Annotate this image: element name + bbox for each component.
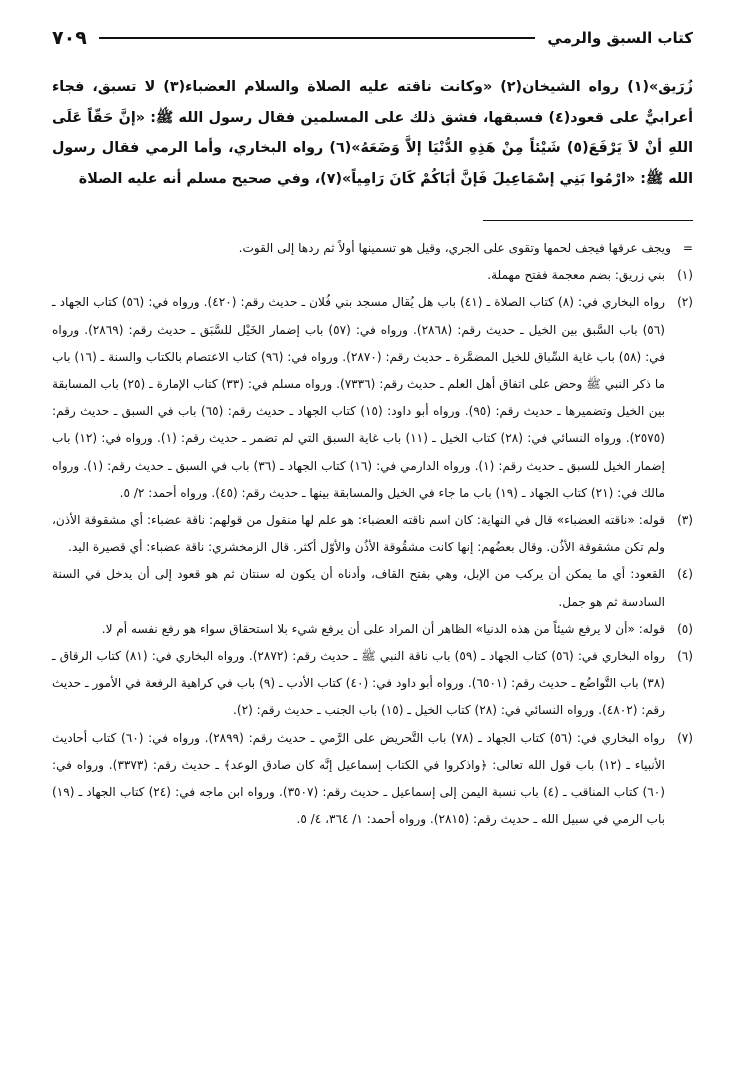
footnote-text: بني زريق: بضم معجمة ففتح مهملة. xyxy=(487,268,665,283)
footnote-number: (٣) xyxy=(677,513,693,528)
footnote-6 xyxy=(52,643,693,725)
footnote-text: قوله: «أن لا يرفع شيئاً من هذه الدنيا» الظاهر أن المراد على أن يرفع شيء بلا استحقاق سواء هو رفع نفسه أم لا. xyxy=(101,621,665,636)
footnote-text: ويجف عرقها فيجف لحمها وتقوى على الجري، وقيل هو تسمينها أولاً ثم ردها إلى القوت. xyxy=(238,241,671,255)
main-paragraph: زُرَيق»(١) رواه الشيخان(٢) «وكانت ناقته عليه الصلاة والسلام العضباء(٣) لا تسبق، فجاء أعرابيٌّ على قعود(٤) فسبقها، فشق ذلك على المسلمين فقال رسول الله ﷺ: «إنَّ حَقّاً عَلَى اللهِ أنْ لاَ يَرْفَعَ(٥) شَيْئاً مِنْ هَذِهِ الدُّنْيَا إلاَّ وَضَعَهُ»(٦) رواه البخاري، وأما الرمي فقال رسول الله ﷺ: «ارْمُوا بَنِي إسْمَاعِيلَ فَإنَّ أبَاكُمْ كَانَ رَامِياً»(٧)، وفي صحيح مسلم أنه عليه الصلاة xyxy=(52,79,694,187)
page-number: ٧٠٩ xyxy=(52,27,87,49)
footnote-number: (٥) xyxy=(677,621,693,636)
footnote-number: (٢) xyxy=(677,295,693,310)
footnote-continuation xyxy=(52,235,693,262)
footnote-number: (٧) xyxy=(677,730,693,745)
footnote-3 xyxy=(52,507,693,561)
footnote-1 xyxy=(52,262,693,289)
footnote-marker: = xyxy=(682,241,693,255)
footnote-number: (٦) xyxy=(677,649,693,664)
footnote-4 xyxy=(52,561,693,615)
footnote-text: رواه البخاري في: (٥٦) كتاب الجهاد ـ (٧٨) باب التَّحريض على الرَّمي ـ حديث رقم: (٢٨٩٩). ورواه في: (٦٠) كتاب أحاديث الأنبياء ـ (١٢) باب قول الله تعالى: ﴿واذكروا في الكتاب إسماعيل إنَّه كان صادق الوعد﴾ ـ حديث رقم: (٣٣٧٣). ورواه في: (٦٠) كتاب المناقب ـ (٤) باب نسبة اليمن إلى إسماعيل ـ حديث رقم: (٣٥٠٧). ورواه ابن ماجه في: (٢٤) كتاب الجهاد ـ (١٩) باب الرمي في سبيل الله ـ حديث رقم: (٢٨١٥). ورواه أحمد: ١/ ٣٦٤، ٤/ ٥. xyxy=(52,730,665,827)
footnotes xyxy=(52,235,693,833)
footnote-number: (٤) xyxy=(677,567,693,582)
footnote-5 xyxy=(52,616,693,643)
footnote-separator xyxy=(483,220,693,221)
footnote-text: القعود: أي ما يمكن أن يركب من الإبل، وهي بفتح القاف، وأدناه أن يكون له سنتان ثم هو قعود إلى أن يدخل في السنة السادسة ثم هو جمل. xyxy=(52,567,665,609)
footnote-text: قوله: «ناقته العضباء» قال في النهاية: كان اسم ناقته العضباء: هو علم لها منقول من قولهم: ناقة عضباء: أي مشقوقة الأذن، ولم تكن مشقوقة الأذُن. وقال بعضُهم: إنها كانت مشقُوقة الأذُن والأوّل أكثر. قال الزمخشري: ناقة عضباء: أي قصيرة اليد. xyxy=(52,513,665,555)
footnote-2 xyxy=(52,289,693,507)
main-text xyxy=(52,72,693,194)
header-rule xyxy=(99,37,536,39)
footnote-7 xyxy=(52,725,693,834)
footnote-number: (١) xyxy=(677,268,693,283)
footnote-text: رواه البخاري في: (٨) كتاب الصلاة ـ (٤١) باب هل يُقال مسجد بني فُلان ـ حديث رقم: (٤٢٠). ورواه في: (٥٦) كتاب الجهاد ـ (٥٦) باب السَّبق بين الخيل ـ حديث رقم: (٢٨٦٨). ورواه في: (٥٧) باب إضمار الخَيْل للسَّبَق ـ حديث رقم: (٢٨٦٩). ورواه في: (٥٨) باب غاية السِّباق للخيل المضمَّرة ـ حديث رقم: (٢٨٧٠). ورواه في: (٩٦) كتاب الاعتصام بالكتاب والسنة ـ (١٦) باب ما ذكر النبي ﷺ وحض على اتفاق أهل العلم ـ حديث رقم: (٧٣٣٦). ورواه مسلم في: (٣٣) كتاب الإمارة ـ (٢٥) باب المسابقة بين الخيل وتضميرها ـ حديث رقم: (٩٥). ورواه أبو داود: (١٥) كتاب الجهاد ـ حديث رقم: (٦٥) باب في السبق ـ حديث رقم: (٢٥٧٥). ورواه النسائي في: (٢٨) كتاب الخيل ـ (١١) باب غاية السبق التي لم تضمر ـ حديث رقم: (١). ورواه في: (١٢) باب إضمار الخيل للسبق ـ حديث رقم: (١). ورواه الدارمي في: (١٦) كتاب الجهاد ـ (٣٦) باب في السبق ـ حديث رقم: (١). ورواه مالك في: (٢١) كتاب الجهاد ـ (١٩) باب ما جاء في الخيل والمسابقة بينها ـ حديث رقم: (٤٥). ورواه أحمد: ٢/ ٥. xyxy=(52,295,666,500)
running-title: كتاب السبق والرمي xyxy=(547,29,693,47)
footnote-text: رواه البخاري في: (٥٦) كتاب الجهاد ـ (٥٩) باب ناقة النبي ﷺ ـ حديث رقم: (٢٨٧٢). ورواه البخاري في: (٨١) كتاب الرقاق ـ (٣٨) باب التَّواضُع ـ حديث رقم: (٦٥٠١). ورواه أبو داود في: (٤٠) كتاب الأدب ـ (٩) باب في كراهية الرفعة في الأمور ـ حديث رقم: (٤٨٠٢). ورواه النسائي في: (٢٨) كتاب الخيل ـ (١٥) باب الجنب ـ حديث رقم: (٢). xyxy=(52,649,665,718)
page-header xyxy=(52,18,693,58)
